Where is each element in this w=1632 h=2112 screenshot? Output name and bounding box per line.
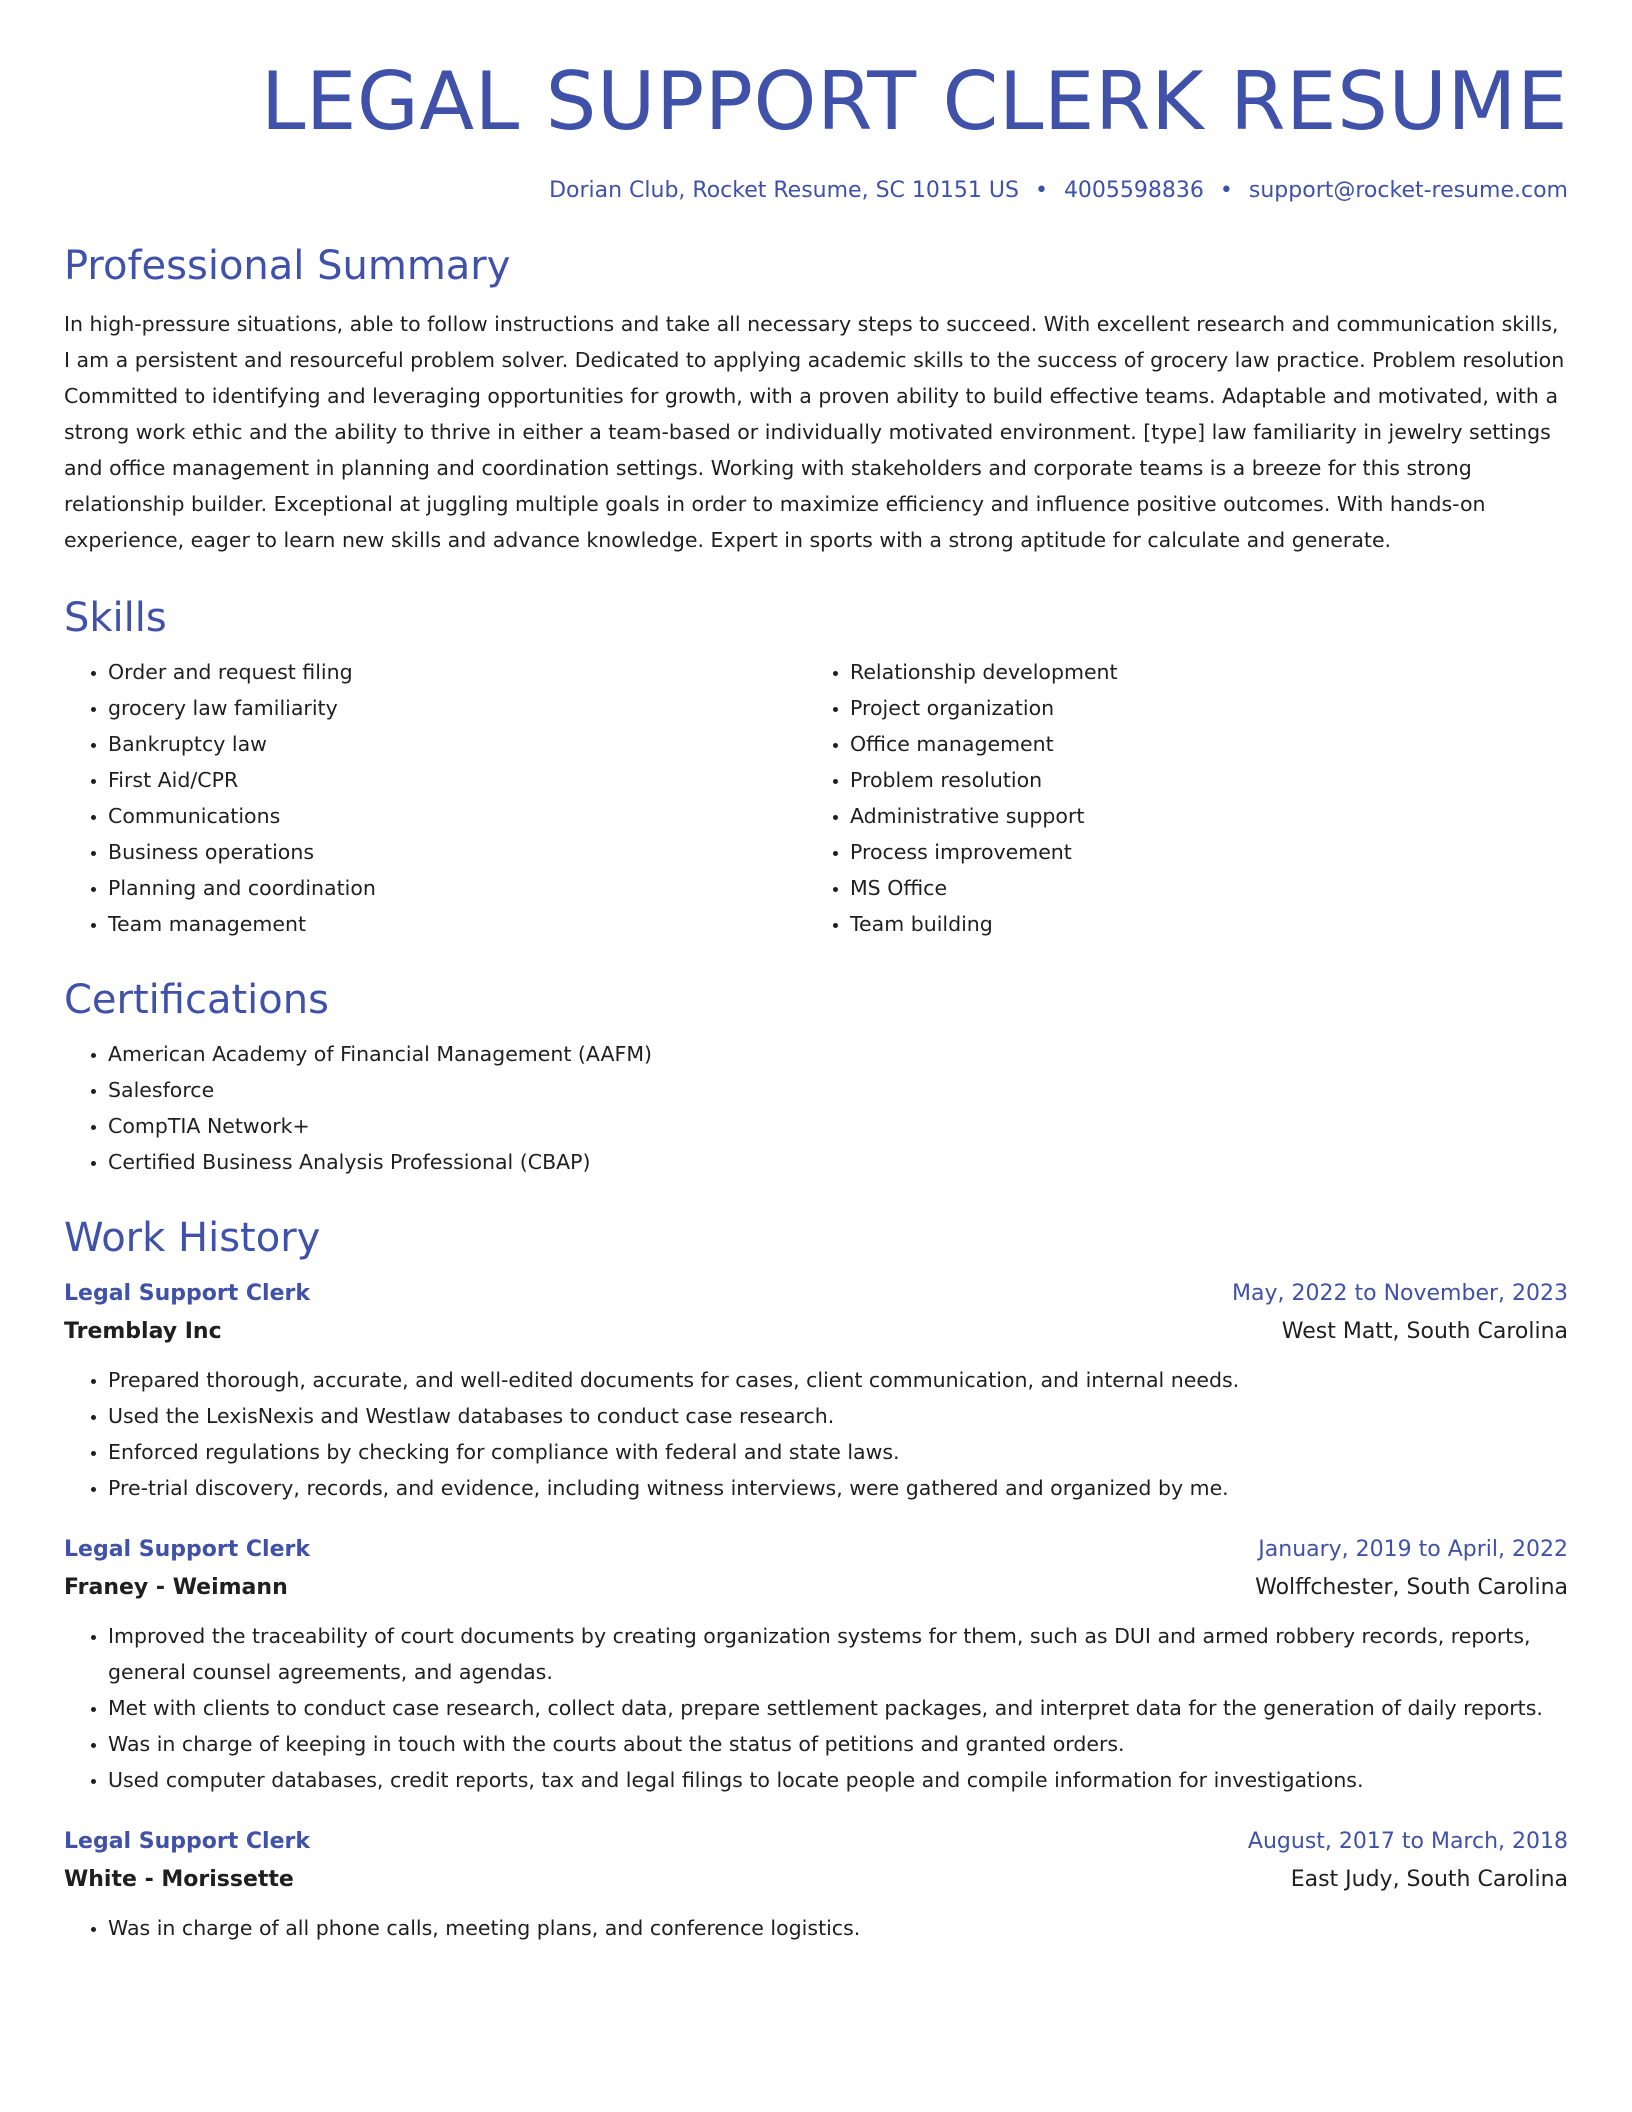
skill-item: • Process improvement <box>850 834 1548 870</box>
summary-text: In high-pressure situations, able to follow instructions and take all necessary steps to succeed. With excellent research and communication skills, I am a persistent and resourceful problem solver. Dedicated to applying academic skills to the success of grocery law practice. Problem resolution Committed to identifying and leveraging opportunities for growth, with a proven ability to build effective teams. Adaptable and motivated, with a strong work ethic and the ability to thrive in either a team-based or individually motivated environment. [type] law familiarity in jewelry settings and office management in planning and coordination settings. Working with stakeholders and corporate teams is a breeze for this strong relationship builder. Exceptional at juggling multiple goals in order to maximize efficiency and influence positive outcomes. With hands-on experience, eager to learn new skills and advance knowledge. Expert in sports with a strong aptitude for calculate and generate. <box>64 312 1565 552</box>
work-history-heading: Work History <box>64 1215 321 1261</box>
skill-item: • Order and request filing <box>108 654 806 690</box>
job-duties-list <box>64 1618 1568 1798</box>
skill-item: • Project organization <box>850 690 1548 726</box>
skill-item: • First Aid/CPR <box>108 762 806 798</box>
job-location: East Judy, South Carolina <box>1290 1867 1568 1892</box>
skills-column-left <box>64 654 806 942</box>
job-dates: August, 2017 to March, 2018 <box>1247 1829 1568 1854</box>
skill-item: • Team building <box>850 906 1548 942</box>
skills-heading: Skills <box>64 595 167 641</box>
job-duty: • Was in charge of keeping in touch with the courts about the status of petitions and granted orders. <box>108 1726 1568 1762</box>
job-title: Legal Support Clerk <box>64 1829 310 1854</box>
skill-item: • MS Office <box>850 870 1548 906</box>
contact-line <box>64 176 1568 206</box>
skill-item: • Bankruptcy law <box>108 726 806 762</box>
summary-heading: Professional Summary <box>64 243 511 289</box>
job-dates: May, 2022 to November, 2023 <box>1232 1281 1568 1306</box>
job-title: Legal Support Clerk <box>64 1281 310 1306</box>
skills-grid <box>64 654 1568 942</box>
job-entry <box>64 1824 1568 1946</box>
certification-item: • American Academy of Financial Management (AAFM) <box>108 1036 1568 1072</box>
job-entry <box>64 1276 1568 1506</box>
job-company: White - Morissette <box>64 1867 294 1892</box>
job-duties-list <box>64 1362 1568 1506</box>
job-company: Franey - Weimann <box>64 1575 288 1600</box>
certification-item: • Certified Business Analysis Professional (CBAP) <box>108 1144 1568 1180</box>
job-company-row <box>64 1860 1568 1900</box>
skill-item: • Office management <box>850 726 1548 762</box>
job-location: Wolffchester, South Carolina <box>1255 1575 1568 1600</box>
skill-item: • Administrative support <box>850 798 1548 834</box>
skill-item: • Problem resolution <box>850 762 1548 798</box>
skill-item: • Communications <box>108 798 806 834</box>
job-duty: • Used computer databases, credit reports, tax and legal filings to locate people and compile information for investigations. <box>108 1762 1568 1798</box>
work-history-section <box>64 1212 1568 1946</box>
skills-section <box>64 592 1568 942</box>
job-entry <box>64 1532 1568 1798</box>
contact-phone: 4005598836 <box>1063 178 1204 203</box>
certification-item: • Salesforce <box>108 1072 1568 1108</box>
certifications-section <box>64 974 1568 1180</box>
skills-list-right <box>806 654 1548 942</box>
job-company-row <box>64 1568 1568 1608</box>
contact-address: Dorian Club, Rocket Resume, SC 10151 US <box>549 178 1019 203</box>
job-header-row <box>64 1532 1568 1568</box>
certifications-heading: Certifications <box>64 977 329 1023</box>
resume-title: LEGAL SUPPORT CLERK RESUME <box>260 55 1568 148</box>
job-location: West Matt, South Carolina <box>1281 1319 1568 1344</box>
job-duty: • Pre-trial discovery, records, and evidence, including witness interviews, were gathered and organized by me. <box>108 1470 1568 1506</box>
job-header-row <box>64 1824 1568 1860</box>
skills-column-right <box>806 654 1548 942</box>
skill-item: • Relationship development <box>850 654 1548 690</box>
job-duty: • Used the LexisNexis and Westlaw databases to conduct case research. <box>108 1398 1568 1434</box>
skill-item: • Team management <box>108 906 806 942</box>
job-header-row <box>64 1276 1568 1312</box>
job-duty: • Improved the traceability of court documents by creating organization systems for them, such as DUI and armed robbery records, reports, general counsel agreements, and agendas. <box>108 1618 1568 1690</box>
job-dates: January, 2019 to April, 2022 <box>1258 1537 1568 1562</box>
job-duty: • Enforced regulations by checking for compliance with federal and state laws. <box>108 1434 1568 1470</box>
job-duty: • Prepared thorough, accurate, and well-edited documents for cases, client communication, and internal needs. <box>108 1362 1568 1398</box>
summary-section <box>64 240 1568 558</box>
contact-separator: • <box>1219 178 1233 203</box>
skill-item: • Planning and coordination <box>108 870 806 906</box>
job-company: Tremblay Inc <box>64 1319 222 1344</box>
job-title: Legal Support Clerk <box>64 1537 310 1562</box>
job-duties-list <box>64 1910 1568 1946</box>
contact-separator: • <box>1034 178 1048 203</box>
skills-list-left <box>64 654 806 942</box>
contact-email: support@rocket-resume.com <box>1248 178 1568 203</box>
certification-item: • CompTIA Network+ <box>108 1108 1568 1144</box>
certifications-list <box>64 1036 1568 1180</box>
job-duty: • Met with clients to conduct case research, collect data, prepare settlement packages, and interpret data for the generation of daily reports. <box>108 1690 1568 1726</box>
skill-item: • Business operations <box>108 834 806 870</box>
job-company-row <box>64 1312 1568 1352</box>
skill-item: • grocery law familiarity <box>108 690 806 726</box>
job-duty: • Was in charge of all phone calls, meeting plans, and conference logistics. <box>108 1910 1568 1946</box>
